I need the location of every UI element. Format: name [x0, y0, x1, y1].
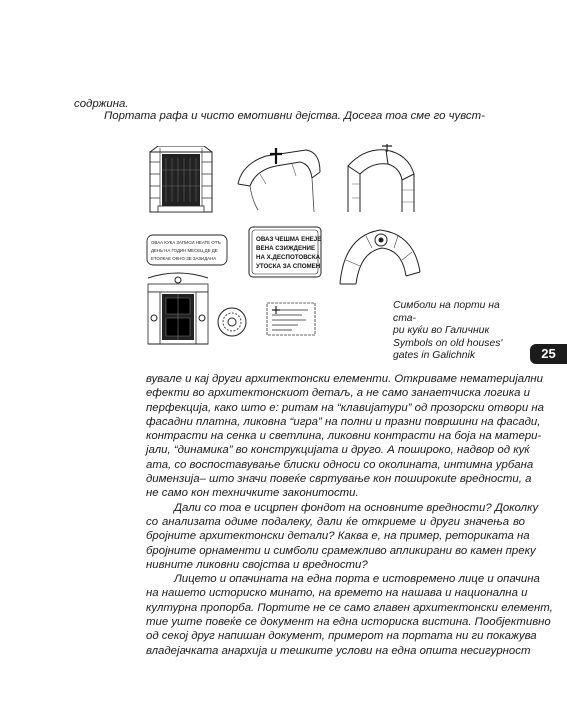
caption-line: Symbols on old houses' — [393, 337, 503, 349]
text-line: Лицето и опачината на една порта е истовремено лице и опачина — [174, 573, 540, 586]
text-line: владејачката анархија и тешките услови на една општа несигурност — [146, 644, 531, 657]
text-line: Портата рафа и чисто емотивни дејства. Досега тоа сме го чувст- — [104, 110, 485, 122]
text-line: содржина. — [74, 98, 129, 110]
inscription-plaque-drawing — [248, 226, 322, 278]
arch-rosette-drawing — [336, 222, 422, 286]
arch-structure-drawing — [344, 144, 420, 214]
text-line: ата, со воспоставување блиски односи со околината, интимна урбана — [146, 458, 534, 471]
rosette-medallion-drawing — [216, 306, 248, 338]
svg-text:НА Х.ДЕСПОТОВСКА: НА Х.ДЕСПОТОВСКА — [256, 254, 321, 261]
svg-text:ЕТОЛКАЕ ОКНО ЗЕ ЗАЗИДАНА: ЕТОЛКАЕ ОКНО ЗЕ ЗАЗИДАНА — [151, 256, 217, 261]
text-line: перфекција, како што е: ритам на “клавијатури” од прозорски отвори на — [146, 401, 544, 414]
text-line: на нашето историско минато, на времето на нашава и национална и — [146, 587, 528, 600]
text-line: димензија– што значи повеќе свртување кон поширокиte вредности, а — [146, 473, 532, 486]
inscription-plaque-drawing — [146, 234, 228, 266]
svg-text:ДЕНЬ НА ГОДИН МЕСЕЦ ДЕ ДЕ: ДЕНЬ НА ГОДИН МЕСЕЦ ДЕ ДЕ — [151, 248, 218, 253]
text-line: фасадни платна, ликовна “игра” на полни и празни површини на фасади, — [146, 415, 541, 428]
caption-line: gates in Galichnik — [393, 350, 476, 362]
text-line: бројните архитектонски детали? Каква е, на пример, реториката на — [146, 530, 530, 543]
svg-text:ОВАА КУКА ЗАПИСИ НЕАТЕ ОТЪ: ОВАА КУКА ЗАПИСИ НЕАТЕ ОТЪ — [151, 240, 221, 245]
svg-text:ВЕНА СЗИЖДЕНИЕ: ВЕНА СЗИЖДЕНИЕ — [256, 245, 316, 252]
text-line: културна пропорба. Портите не се само главен архитектонски елемент, — [146, 601, 553, 614]
gate-door-drawing — [148, 146, 214, 214]
page-number-badge: 25 — [530, 344, 567, 364]
text-line: Дали со тоа е исцрпен фондот на основните вредности? Доколку — [174, 501, 539, 514]
text-line: контрасти на сенка и светлина, ликовни контрасти на боја на матери- — [146, 430, 542, 443]
svg-text:УТОСКА ЗА СПОМЕН: УТОСКА ЗА СПОМЕН — [256, 263, 321, 270]
doorway-columns-drawing — [146, 270, 210, 346]
arch-cross-drawing — [236, 144, 322, 214]
text-line: ефекти во архитектонскиот детаљ, а не само занаетчиска логика и — [146, 387, 530, 400]
text-line: бројните орнаменти и симболи срамежливо апликирани во камен преку — [146, 544, 536, 557]
text-line: тие уште повеќе се документ на една историска вистина. Пообјективно — [146, 616, 551, 629]
text-line: јали, “динамика” во конструкцијата и друго. А пошироко, надвор од куќ — [146, 444, 530, 457]
caption-line: ри куќи во Галичник — [393, 325, 490, 337]
figure-caption — [393, 300, 521, 363]
text-line: од секој друг напишан документ, примерот на портата ни ги покажува — [146, 630, 537, 643]
svg-text:ОВАЗ ЧЕШМА ЕНЕЈЕ: ОВАЗ ЧЕШМА ЕНЕЈЕ — [256, 236, 322, 243]
body-text — [146, 372, 553, 658]
text-line: нивните ликовни својства и вредности? — [146, 558, 368, 571]
text-line: не само кон техничките законитости. — [146, 487, 359, 500]
inscription-stone-drawing — [266, 302, 316, 336]
text-line: со анализата одиме подалеку, дали ќе откриеме и други значења во — [146, 515, 525, 528]
text-line: вувале и кај други архитектонски елементи. Откриваме нематеријални — [146, 373, 544, 385]
caption-line: Симболи на порти на ста- — [393, 300, 500, 324]
